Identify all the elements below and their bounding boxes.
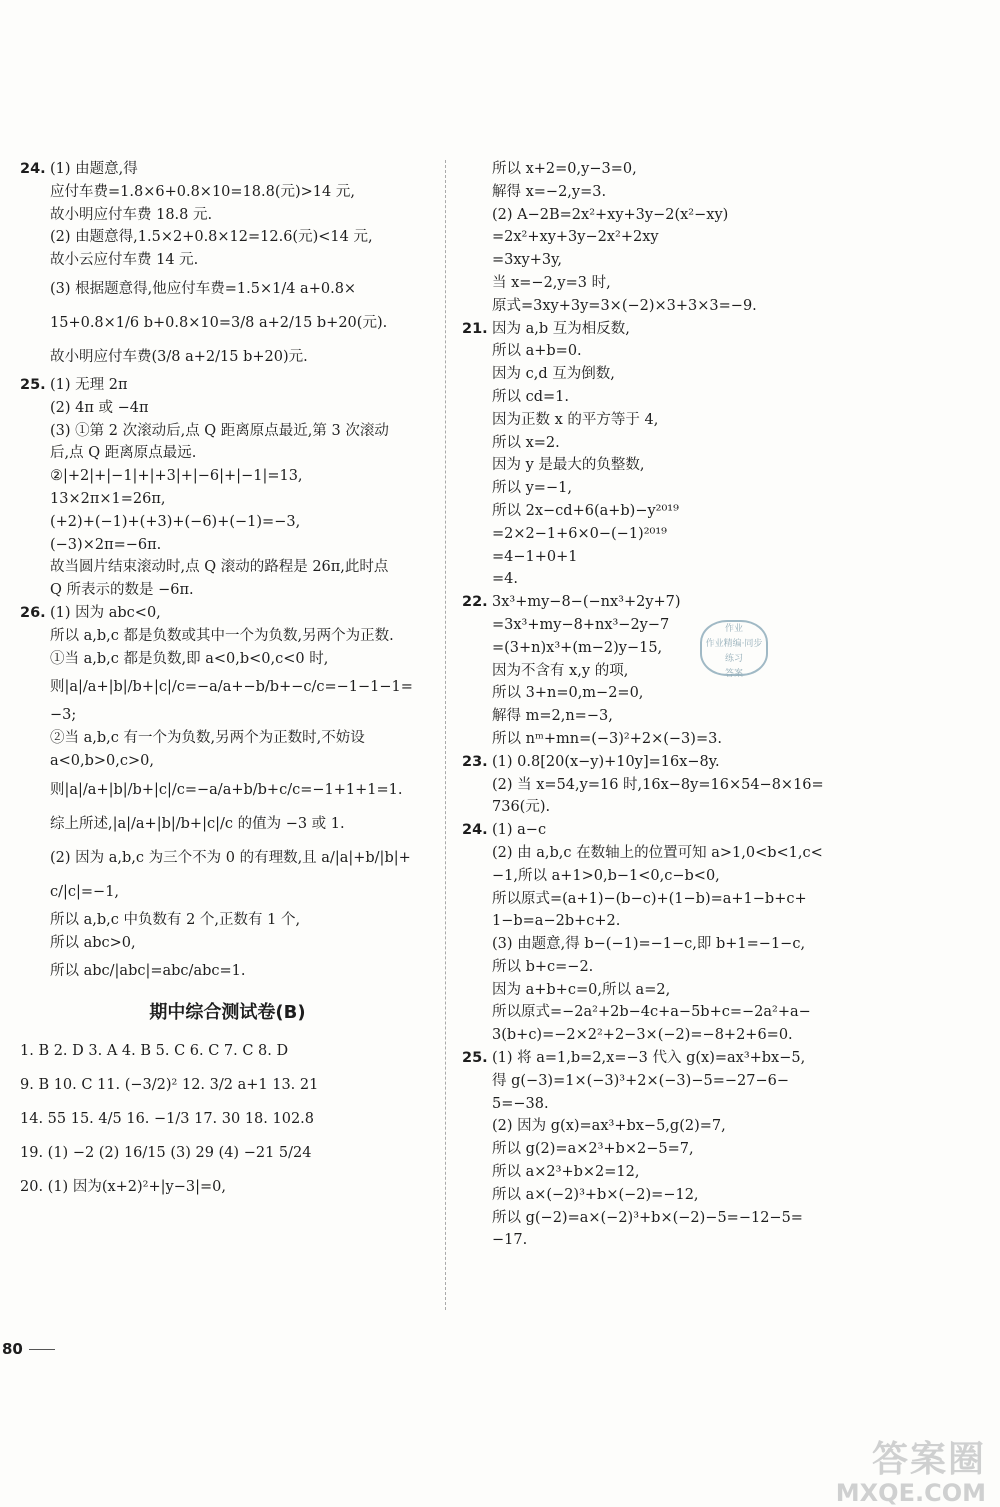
answer-text: 所以 a×2³+b×2=12, [492, 1164, 640, 1181]
answer-line [20, 511, 435, 534]
answer-line [462, 1070, 882, 1093]
answer-line [462, 454, 882, 477]
question-number: 24. [462, 822, 488, 839]
answer-line [20, 374, 435, 397]
answer-text: 所以 a,b,c 中负数有 2 个,正数有 1 个, [50, 911, 301, 928]
answer-text: =3xy+3y, [492, 252, 562, 269]
answer-text: (2) 因为 g(x)=ax³+bx−5,g(2)=7, [492, 1118, 726, 1135]
answer-text: 后,点 Q 距离原点最远. [50, 445, 197, 462]
answer-text: −3; [50, 707, 77, 724]
watermark [836, 1440, 986, 1506]
question-number: 23. [462, 753, 488, 770]
answer-text: 所以原式=(a+1)−(b−c)+(1−b)=a+1−b+c+ [492, 890, 807, 907]
answer-text: (1) 因为 abc<0, [50, 604, 161, 621]
answer-line [462, 409, 882, 432]
section-heading: 期中综合测试卷(B) [149, 1002, 306, 1024]
stamp-seal [700, 620, 768, 679]
answer-line [20, 397, 435, 420]
answer-line [20, 807, 435, 841]
answer-line [20, 306, 435, 340]
answer-line [20, 727, 435, 750]
stamp-line-1: 作业 [724, 624, 743, 634]
watermark-text: 答案圈 [871, 1439, 986, 1480]
answer-line [20, 420, 435, 443]
answer-text: 3(b+c)=−2×2²+2−3×(−2)=−8+2+6=0. [492, 1027, 793, 1044]
answer-line [20, 226, 435, 249]
answer-text: 所以 a,b,c 都是负数或其中一个为负数,另两个为正数. [50, 627, 394, 644]
answer-line [20, 750, 435, 773]
answer-line [20, 704, 435, 727]
answer-line [462, 432, 882, 455]
answer-text: (1) 由题意,得 [50, 161, 138, 177]
answer-text: 综上所述,|a|/a+|b|/b+|c|/c 的值为 −3 或 1. [50, 815, 345, 832]
answer-text: (3) 根据题意得,他应付车费=1.5×1/4 a+0.8× [50, 280, 357, 297]
answer-text: (3) ①第 2 次滚动后,点 Q 距离原点最近,第 3 次滚动 [50, 422, 389, 439]
answer-text: (−3)×2π=−6π. [50, 536, 162, 553]
answer-line [20, 442, 435, 465]
answer-text: 解得 m=2,n=−3, [492, 708, 613, 725]
answer-line [462, 295, 882, 318]
answer-text: (2) 因为 a,b,c 为三个不为 0 的有理数,且 a/|a|+b/|b|+ [50, 849, 411, 866]
answer-text: 故小明应付车费 18.8 元. [50, 206, 213, 223]
short-answer-row: 9. B 10. C 11. (−3/2)² 12. 3/2 a+1 13. 21 [20, 1077, 319, 1094]
right-column [462, 158, 882, 1252]
answer-line [462, 842, 882, 865]
answer-line [462, 204, 882, 227]
answer-line [462, 888, 882, 911]
answer-text: 所以 x=2. [492, 434, 560, 451]
answer-text: 因为 c,d 互为倒数, [492, 366, 615, 383]
answer-text: 所以 2x−cd+6(a+b)−y²⁰¹⁹ [492, 502, 679, 519]
answer-line [20, 909, 435, 932]
answer-line [20, 773, 435, 807]
answer-line [20, 465, 435, 488]
answer-text: 因为 y 是最大的负整数, [492, 457, 645, 474]
answer-line [462, 226, 882, 249]
answer-line [462, 500, 882, 523]
answer-text: 原式=3xy+3y=3×(−2)×3+3×3=−9. [492, 297, 757, 314]
answer-line [462, 568, 882, 591]
answer-text: 故当圆片结束滚动时,点 Q 滚动的路程是 26π,此时点 [50, 559, 389, 576]
short-answer-row: 14. 55 15. 4/5 16. −1/3 17. 30 18. 102.8 [20, 1111, 315, 1128]
answer-text: −1,所以 a+1>0,b−1<0,c−b<0, [492, 867, 720, 884]
answer-text: 应付车费=1.8×6+0.8×10=18.8(元)>14 元, [50, 183, 355, 200]
answer-line [20, 158, 435, 181]
answer-text: (2) 由 a,b,c 在数轴上的位置可知 a>1,0<b<1,c< [492, 844, 823, 861]
watermark-url: MXQE.COM [835, 1479, 986, 1507]
answer-line [462, 614, 882, 637]
answer-line [462, 774, 882, 797]
answer-text: −17. [492, 1232, 528, 1249]
answer-line [20, 648, 435, 671]
answer-text: 5=−38. [492, 1095, 549, 1112]
answer-text: 所以 x+2=0,y−3=0, [492, 161, 637, 177]
answer-text: 所以 cd=1. [492, 388, 569, 405]
answer-text: 所以原式=−2a²+2b−4c+a−5b+c=−2a²+a− [492, 1004, 811, 1021]
answer-text: c/|c|=−1, [50, 883, 120, 900]
answer-line [462, 751, 882, 774]
answer-text: 所以 g(−2)=a×(−2)³+b×(−2)−5=−12−5= [492, 1209, 803, 1226]
answer-line [462, 660, 882, 683]
answer-line [462, 1184, 882, 1207]
answer-text: 1−b=a−2b+c+2. [492, 913, 621, 930]
answer-text: 则|a|/a+|b|/b+|c|/c=−a/a+b/b+c/c=−1+1+1=1. [50, 781, 403, 798]
answer-line [20, 670, 435, 704]
question-number: 25. [462, 1050, 488, 1067]
answer-line [462, 340, 882, 363]
short-answer-row: 19. (1) −2 (2) 16/15 (3) 29 (4) −21 5/24 [20, 1145, 312, 1162]
answer-line [462, 682, 882, 705]
answer-line [20, 841, 435, 875]
answer-text: 所以 3+n=0,m−2=0, [492, 685, 644, 702]
answer-text: (1) 0.8[20(x−y)+10y]=16x−8y. [492, 753, 720, 770]
question-number: 24. [20, 161, 46, 177]
answer-line [462, 181, 882, 204]
answer-line [20, 249, 435, 272]
column-divider [445, 160, 446, 1310]
answer-line [462, 1207, 882, 1230]
answer-line [462, 318, 882, 341]
answer-line [462, 1047, 882, 1070]
answer-line [462, 477, 882, 500]
answer-line [20, 875, 435, 909]
answer-text: (2) 4π 或 −4π [50, 399, 149, 416]
answer-text: 所以 y=−1, [492, 480, 572, 497]
answer-line [20, 181, 435, 204]
answer-line [20, 272, 435, 306]
answer-text: 因为 a,b 互为相反数, [492, 320, 630, 337]
answer-text: (+2)+(−1)+(+3)+(−6)+(−1)=−3, [50, 513, 301, 530]
question-number: 21. [462, 320, 488, 337]
question-number: 26. [20, 604, 46, 621]
answer-text: 13×2π×1=26π, [50, 490, 166, 507]
answer-text: 故小云应付车费 14 元. [50, 252, 199, 269]
answer-text: (1) a−c [492, 822, 547, 839]
answer-text: =(3+n)x³+(m−2)y−15, [492, 639, 663, 656]
answer-line [20, 534, 435, 557]
answer-line [20, 556, 435, 579]
answer-line [462, 386, 882, 409]
answer-line [462, 1115, 882, 1138]
answer-line [462, 865, 882, 888]
answer-text: 所以 abc>0, [50, 934, 136, 951]
answer-line [462, 1093, 882, 1116]
answer-line [20, 625, 435, 648]
answer-text: ②|+2|+|−1|+|+3|+|−6|+|−1|=13, [50, 468, 303, 485]
answer-text: 因为不含有 x,y 的项, [492, 662, 629, 679]
answer-text: 因为 a+b+c=0,所以 a=2, [492, 981, 671, 998]
answer-line [462, 1024, 882, 1047]
answer-line [462, 956, 882, 979]
answer-text: (1) 无理 2π [50, 376, 128, 393]
stamp-line-2: 作业精编·同步练习 [705, 639, 763, 664]
answer-line [462, 591, 882, 614]
answer-line [462, 910, 882, 933]
answer-line [20, 954, 435, 988]
answer-line [462, 796, 882, 819]
answer-text: 所以 a+b=0. [492, 343, 582, 360]
answer-line [462, 523, 882, 546]
answer-line [462, 158, 882, 181]
answer-text: (2) 当 x=54,y=16 时,16x−8y=16×54−8×16= [492, 776, 824, 793]
left-column [20, 158, 435, 1204]
question-number: 25. [20, 376, 46, 393]
answer-line [20, 488, 435, 511]
answer-text: ②当 a,b,c 有一个为负数,另两个为正数时,不妨设 [50, 730, 365, 747]
short-answer-row: 1. B 2. D 3. A 4. B 5. C 6. C 7. C 8. D [20, 1043, 289, 1060]
answer-text: 所以 b+c=−2. [492, 958, 594, 975]
question-number: 22. [462, 594, 488, 611]
answer-text: (1) 将 a=1,b=2,x=−3 代入 g(x)=ax³+bx−5, [492, 1050, 806, 1067]
answer-text: 15+0.8×1/6 b+0.8×10=3/8 a+2/15 b+20(元). [50, 314, 388, 331]
answer-text: Q 所表示的数是 −6π. [50, 582, 194, 599]
answer-text: =3x³+my−8+nx³−2y−7 [492, 616, 670, 633]
answer-line [462, 979, 882, 1002]
answer-line [20, 932, 435, 955]
answer-text: =2×2−1+6×0−(−1)²⁰¹⁹ [492, 525, 667, 542]
answer-line [462, 819, 882, 842]
answer-line [462, 249, 882, 272]
answer-line [462, 1161, 882, 1184]
short-answer-row: 20. (1) 因为(x+2)²+|y−3|=0, [20, 1179, 226, 1196]
answer-line [462, 637, 882, 660]
answer-line [462, 272, 882, 295]
answer-text: 得 g(−3)=1×(−3)³+2×(−3)−5=−27−6− [492, 1072, 789, 1089]
answer-line [462, 1138, 882, 1161]
answer-text: 3x³+my−8−(−nx³+2y+7) [492, 594, 681, 611]
answer-text: 故小明应付车费(3/8 a+2/15 b+20)元. [50, 348, 308, 365]
answer-text: 所以 nᵐ+mn=(−3)²+2×(−3)=3. [492, 730, 722, 747]
page-number: 80 [2, 1340, 55, 1358]
answer-text: 所以 a×(−2)³+b×(−2)=−12, [492, 1186, 699, 1203]
answer-text: (2) A−2B=2x²+xy+3y−2(x²−xy) [492, 206, 729, 223]
answer-text: =4−1+0+1 [492, 548, 578, 565]
answer-text: (2) 由题意得,1.5×2+0.8×12=12.6(元)<14 元, [50, 229, 373, 246]
answer-text: (3) 由题意,得 b−(−1)=−1−c,即 b+1=−1−c, [492, 936, 806, 953]
answer-line [462, 1001, 882, 1024]
answer-line [20, 602, 435, 625]
answer-text: 所以 abc/|abc|=abc/abc=1. [50, 963, 246, 980]
answer-text: 因为正数 x 的平方等于 4, [492, 411, 659, 428]
answer-line [20, 340, 435, 374]
answer-line [20, 204, 435, 227]
answer-text: 当 x=−2,y=3 时, [492, 274, 611, 291]
stamp-line-3: 答案 [724, 669, 743, 679]
answer-text: =4. [492, 571, 518, 588]
answer-line [462, 1229, 882, 1252]
answer-text: a<0,b>0,c>0, [50, 752, 154, 769]
answer-text: 所以 g(2)=a×2³+b×2−5=7, [492, 1141, 694, 1158]
answer-text: =2x²+xy+3y−2x²+2xy [492, 229, 659, 246]
answer-line [462, 546, 882, 569]
answer-line [462, 728, 882, 751]
answer-line [462, 363, 882, 386]
answer-text: 则|a|/a+|b|/b+|c|/c=−a/a+−b/b+−c/c=−1−1−1= [50, 679, 413, 696]
answer-text: ①当 a,b,c 都是负数,即 a<0,b<0,c<0 时, [50, 650, 329, 667]
answer-line [20, 579, 435, 602]
answer-line [462, 933, 882, 956]
answer-text: 736(元). [492, 799, 551, 816]
answer-line [462, 705, 882, 728]
answer-text: 解得 x=−2,y=3. [492, 183, 607, 200]
